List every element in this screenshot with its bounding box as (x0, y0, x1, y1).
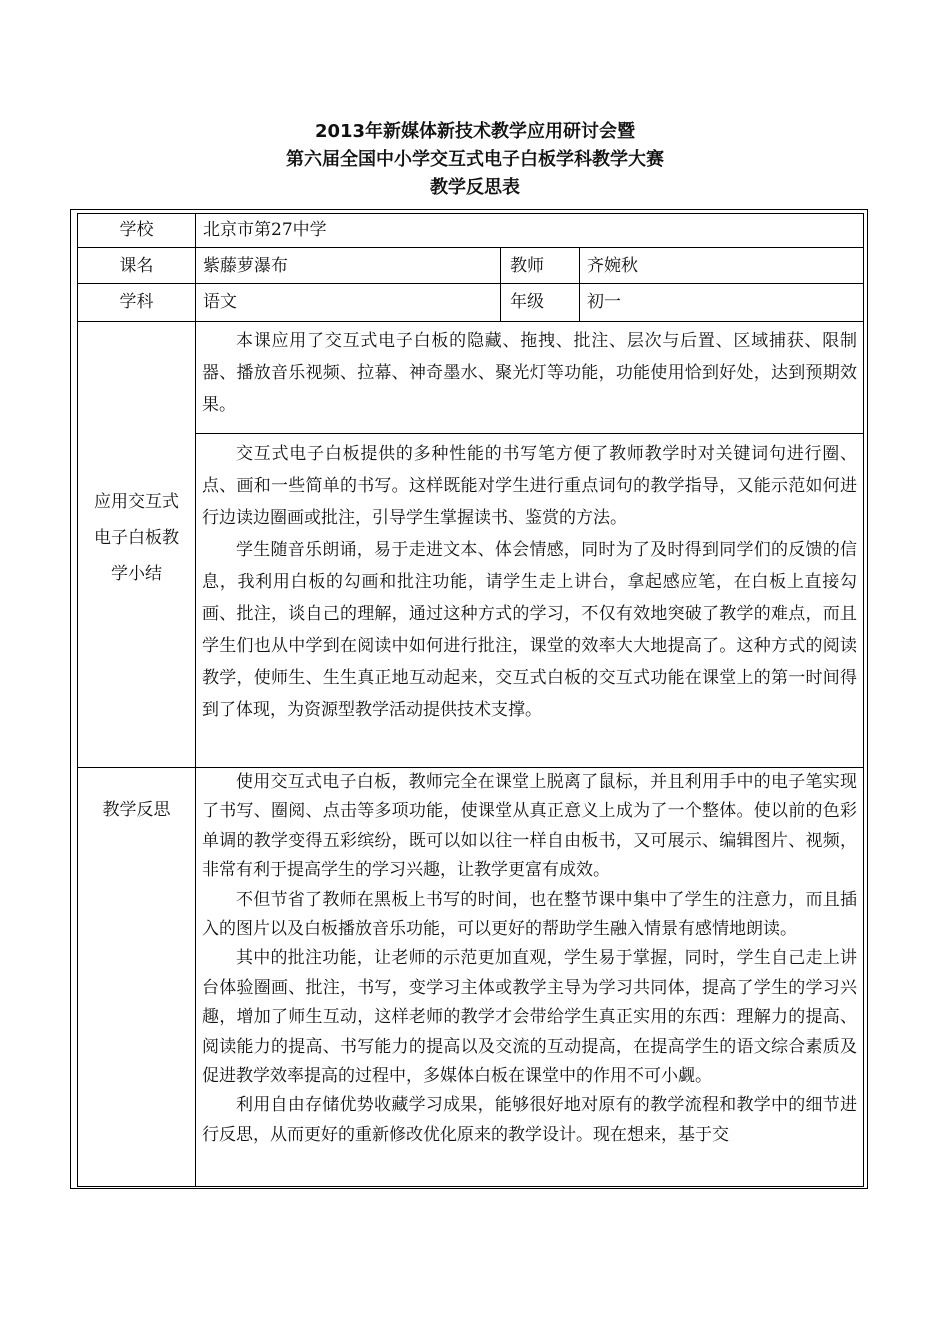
school-label: 学校 (119, 220, 154, 240)
summary-paragraph-1: 本课应用了交互式电子白板的隐藏、拖拽、批注、层次与后置、区域捕获、限制器、播放音乐视频、拉幕、神奇墨水、聚光灯等功能，功能使用恰到好处，达到预期效果。 (202, 331, 857, 415)
course-value: 紫藤萝瀑布 (203, 256, 288, 276)
summary-part2-cell (195, 433, 864, 768)
teacher-value-cell (579, 247, 864, 284)
teacher-label: 教师 (510, 256, 544, 276)
summary-paragraph-2: 交互式电子白板提供的多种性能的书写笔方便了教师教学时对关键词句进行圈、点、画和一些简单的书写。这样既能对学生进行重点词句的教学指导，又能示范如何进行边读边圈画或批注，引导学生掌握读书、鉴赏的方法。 (202, 444, 857, 528)
school-value-cell (195, 213, 864, 248)
grade-label: 年级 (510, 292, 544, 312)
reflection-paragraph-3: 其中的批注功能，让老师的示范更加直观，学生易于掌握，同时，学生自己走上讲台体验圈画、批注，书写，变学习主体或教学主导为学习共同体，提高了学生的学习兴趣，增加了师生互动，这样老师的教学才会带给学生真正实用的东西：理解力的提高、阅读能力的提高、书写能力的提高以及交流的互动提高，在提高学生的语文综合素质及促进教学效率提高的过程中，多媒体白板在课堂中的作用不可小觑。 (202, 948, 857, 1087)
reflection-text (202, 768, 857, 1150)
summary-label-line-2: 电子白板教 (94, 528, 179, 548)
teacher-label-cell (500, 247, 580, 284)
grade-value-cell (579, 283, 864, 322)
title-line-2: 第六届全国中小学交互式电子白板学科教学大赛 (286, 149, 664, 170)
teacher-value: 齐婉秋 (587, 256, 638, 276)
reflection-content-cell (195, 767, 864, 1187)
document-title (0, 118, 950, 202)
reflection-paragraph-4: 利用自由存储优势收藏学习成果，能够很好地对原有的教学流程和教学中的细节进行反思，从而更好的重新修改优化原来的教学设计。现在想来，基于交 (202, 1095, 857, 1145)
reflection-label: 教学反思 (102, 800, 171, 820)
subject-label-cell (77, 283, 196, 322)
subject-label: 学科 (119, 292, 154, 312)
summary-label-cell (77, 321, 196, 768)
reflection-paragraph-2: 不但节省了教师在黑板上书写的时间，也在整节课中集中了学生的注意力，而且插入的图片以及白板播放音乐功能，可以更好的帮助学生融入情景有感情地朗读。 (202, 889, 857, 940)
summary-label-line-3: 学小结 (111, 564, 162, 584)
course-label: 课名 (119, 256, 154, 276)
reflection-label-cell (77, 767, 196, 1187)
reflection-paragraph-1: 使用交互式电子白板，教师完全在课堂上脱离了鼠标，并且利用手中的电子笔实现了书写、圈阅、点击等多项功能，使课堂从真正意义上成为了一个整体。使以前的色彩单调的教学变得五彩缤纷，既可以如以往一样自由板书，又可展示、编辑图片、视频，非常有利于提高学生的学习兴趣，让教学更富有成效。 (202, 772, 857, 881)
summary-part1-cell (195, 321, 864, 434)
title-line-3: 教学反思表 (430, 177, 520, 198)
grade-label-cell (500, 283, 580, 322)
course-label-cell (77, 247, 196, 284)
summary-part1-text (202, 325, 857, 421)
summary-label (78, 484, 195, 592)
summary-paragraph-3: 学生随音乐朗诵，易于走进文本、体会情感，同时为了及时得到同学们的反馈的信息，我利用白板的勾画和批注功能，请学生走上讲台，拿起感应笔，在白板上直接勾画、批注，谈自己的理解，通过这种方式的学习，不仅有效地突破了教学的难点，而且学生们也从中学到在阅读中如何进行批注，课堂的效率大大地提高了。这种方式的阅读教学，使师生、生生真正地互动起来，交互式白板的交互式功能在课堂上的第一时间得到了体现，为资源型教学活动提供技术支撑。 (202, 540, 857, 720)
reflection-form-table (70, 209, 868, 1189)
grade-value: 初一 (587, 292, 621, 312)
summary-label-line-1: 应用交互式 (94, 492, 179, 512)
title-line-1: 2013年新媒体新技术教学应用研讨会暨 (314, 121, 636, 142)
subject-value-cell (195, 283, 501, 322)
school-value: 北京市第27中学 (203, 220, 327, 240)
summary-part2-text (202, 438, 857, 726)
subject-value: 语文 (203, 292, 237, 312)
school-label-cell (77, 213, 196, 248)
course-value-cell (195, 247, 501, 284)
